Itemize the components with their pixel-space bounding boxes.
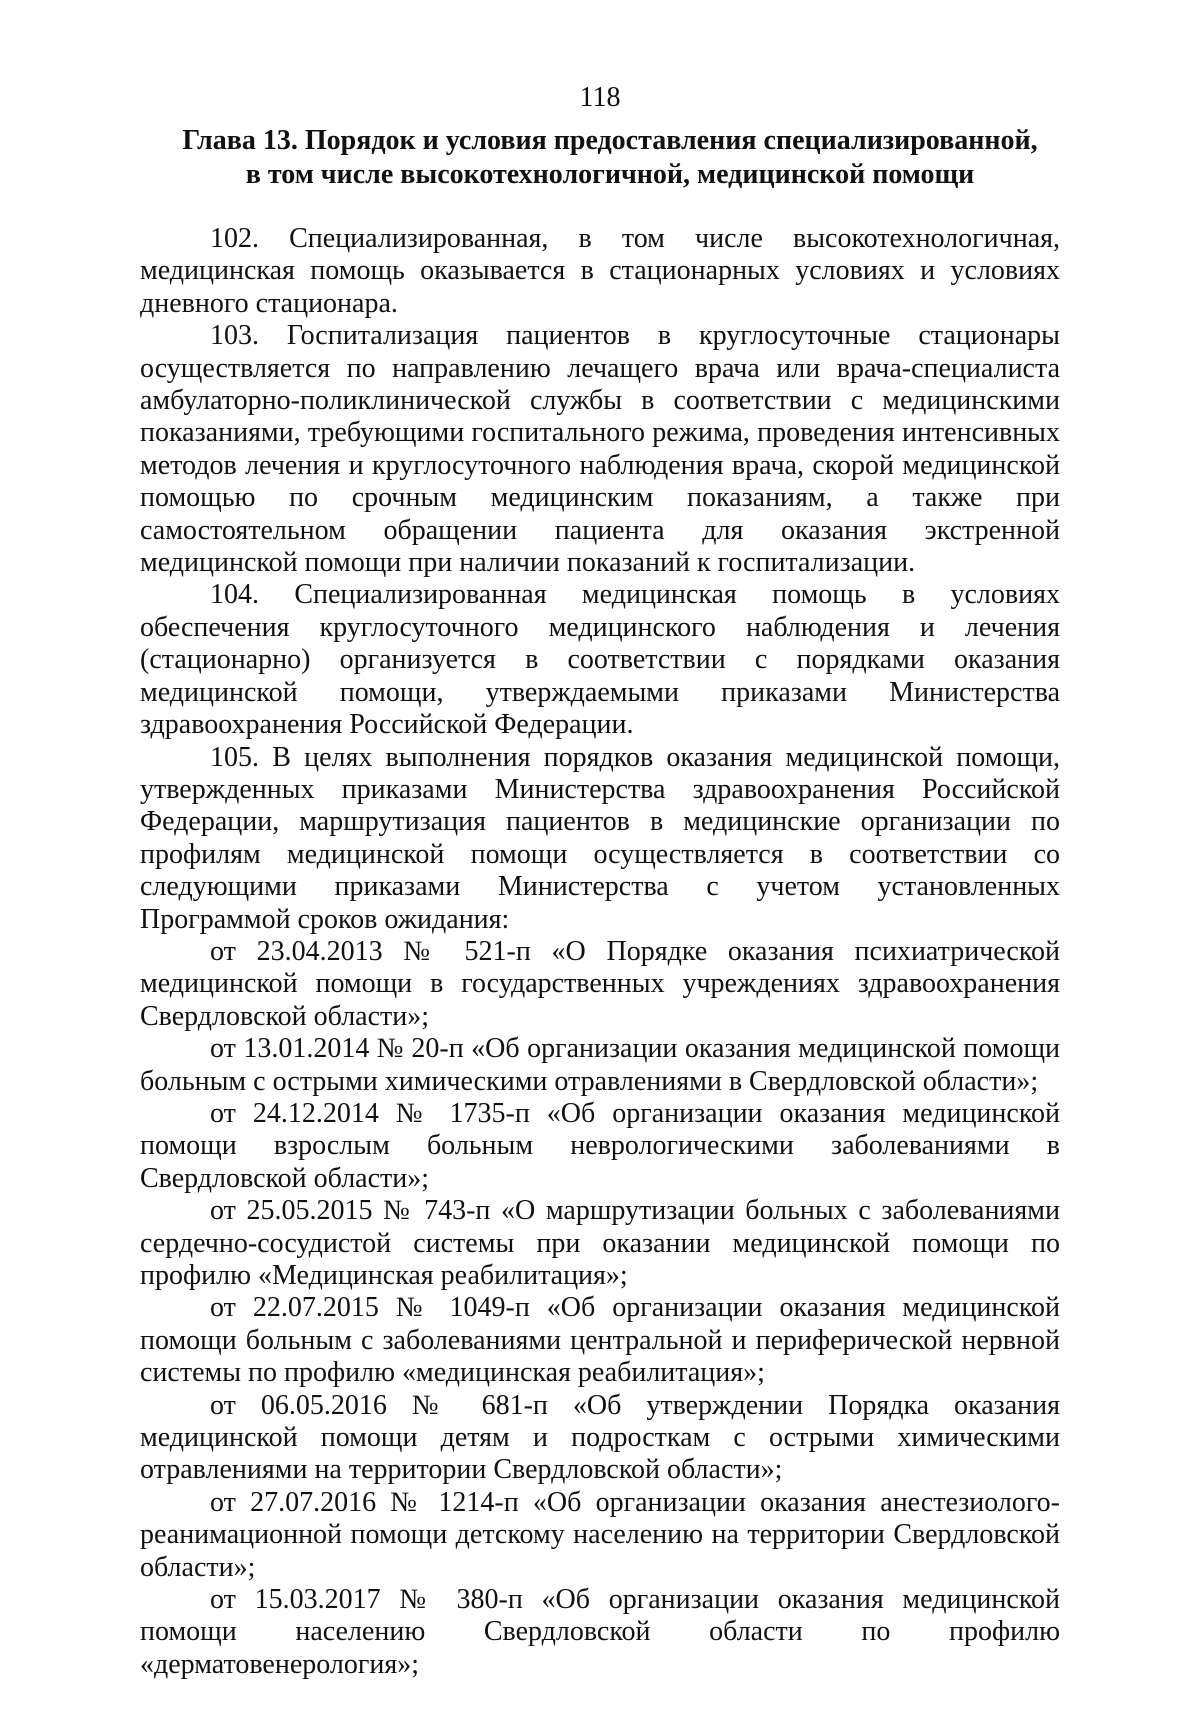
order-item-1214: от 27.07.2016 № 1214-п «Об организации оказания анестезиолого-реанимационной помощи детскому населению на территории Свердловской области»; xyxy=(140,1486,1060,1583)
page-number: 118 xyxy=(579,82,621,113)
paragraph-104: 104. Специализированная медицинская помощь в условиях обеспечения круглосуточного медицинского наблюдения и лечения (стационарно) организуется в соответствии с порядками оказания медицинской помощи, утверждаемыми приказами Министерства здравоохранения Российской Федерации. xyxy=(140,579,1060,741)
order-item-1049: от 22.07.2015 № 1049-п «Об организации оказания медицинской помощи больным с заболеваниями центральной и периферической нервной системы по профилю «медицинская реабилитация»; xyxy=(140,1292,1060,1389)
chapter-title-line-2: в том числе высокотехнологичной, медицинской помощи xyxy=(245,159,975,190)
paragraph-102: 102. Специализированная, в том числе высокотехнологичная, медицинская помощь оказывается в стационарных условиях и условиях дневного стационара. xyxy=(140,223,1060,319)
order-item-521: от 23.04.2013 № 521-п «О Порядке оказания психиатрической медицинской помощи в государственных учреждениях здравоохранения Свердловской области»; xyxy=(140,935,1060,1032)
order-item-681: от 06.05.2016 № 681-п «Об утверждении Порядка оказания медицинской помощи детям и подросткам с острыми химическими отравлениями на территории Свердловской области»; xyxy=(140,1389,1060,1486)
order-item-743: от 25.05.2015 № 743-п «О маршрутизации больных с заболеваниями сердечно-сосудистой системы при оказании медицинской помощи по профилю «Медицинская реабилитация»; xyxy=(140,1195,1060,1291)
paragraph-105: 105. В целях выполнения порядков оказания медицинской помощи, утвержденных приказами Министерства здравоохранения Российской Федерации, маршрутизация пациентов в медицинские организации по профилям медицинской помощи осуществляется в соответствии со следующими приказами Министерства с учетом установленных Программой сроков ожидания: xyxy=(140,741,1060,935)
document-body xyxy=(140,223,1060,1681)
chapter-title-line-1: Глава 13. Порядок и условия предоставления специализированной, xyxy=(182,125,1038,156)
order-item-1735: от 24.12.2014 № 1735-п «Об организации оказания медицинской помощи взрослым больным неврологическими заболеваниями в Свердловской области»; xyxy=(140,1097,1060,1194)
paragraph-103: 103. Госпитализация пациентов в круглосуточные стационары осуществляется по направлению лечащего врача или врача-специалиста амбулаторно-поликлинической службы в соответствии с медицинскими показаниями, требующими госпитального режима, проведения интенсивных методов лечения и круглосуточного наблюдения врача, скорой медицинской помощью по срочным медицинским показаниям, а также при самостоятельном обращении пациента для оказания экстренной медицинской помощи при наличии показаний к госпитализации. xyxy=(140,320,1060,579)
chapter-title xyxy=(140,124,1080,192)
order-item-380: от 15.03.2017 № 380-п «Об организации оказания медицинской помощи населению Свердловской области по профилю «дерматовенерология»; xyxy=(140,1584,1060,1680)
order-item-20: от 13.01.2014 № 20-п «Об организации оказания медицинской помощи больным с острыми химическими отравлениями в Свердловской области»; xyxy=(140,1033,1060,1097)
